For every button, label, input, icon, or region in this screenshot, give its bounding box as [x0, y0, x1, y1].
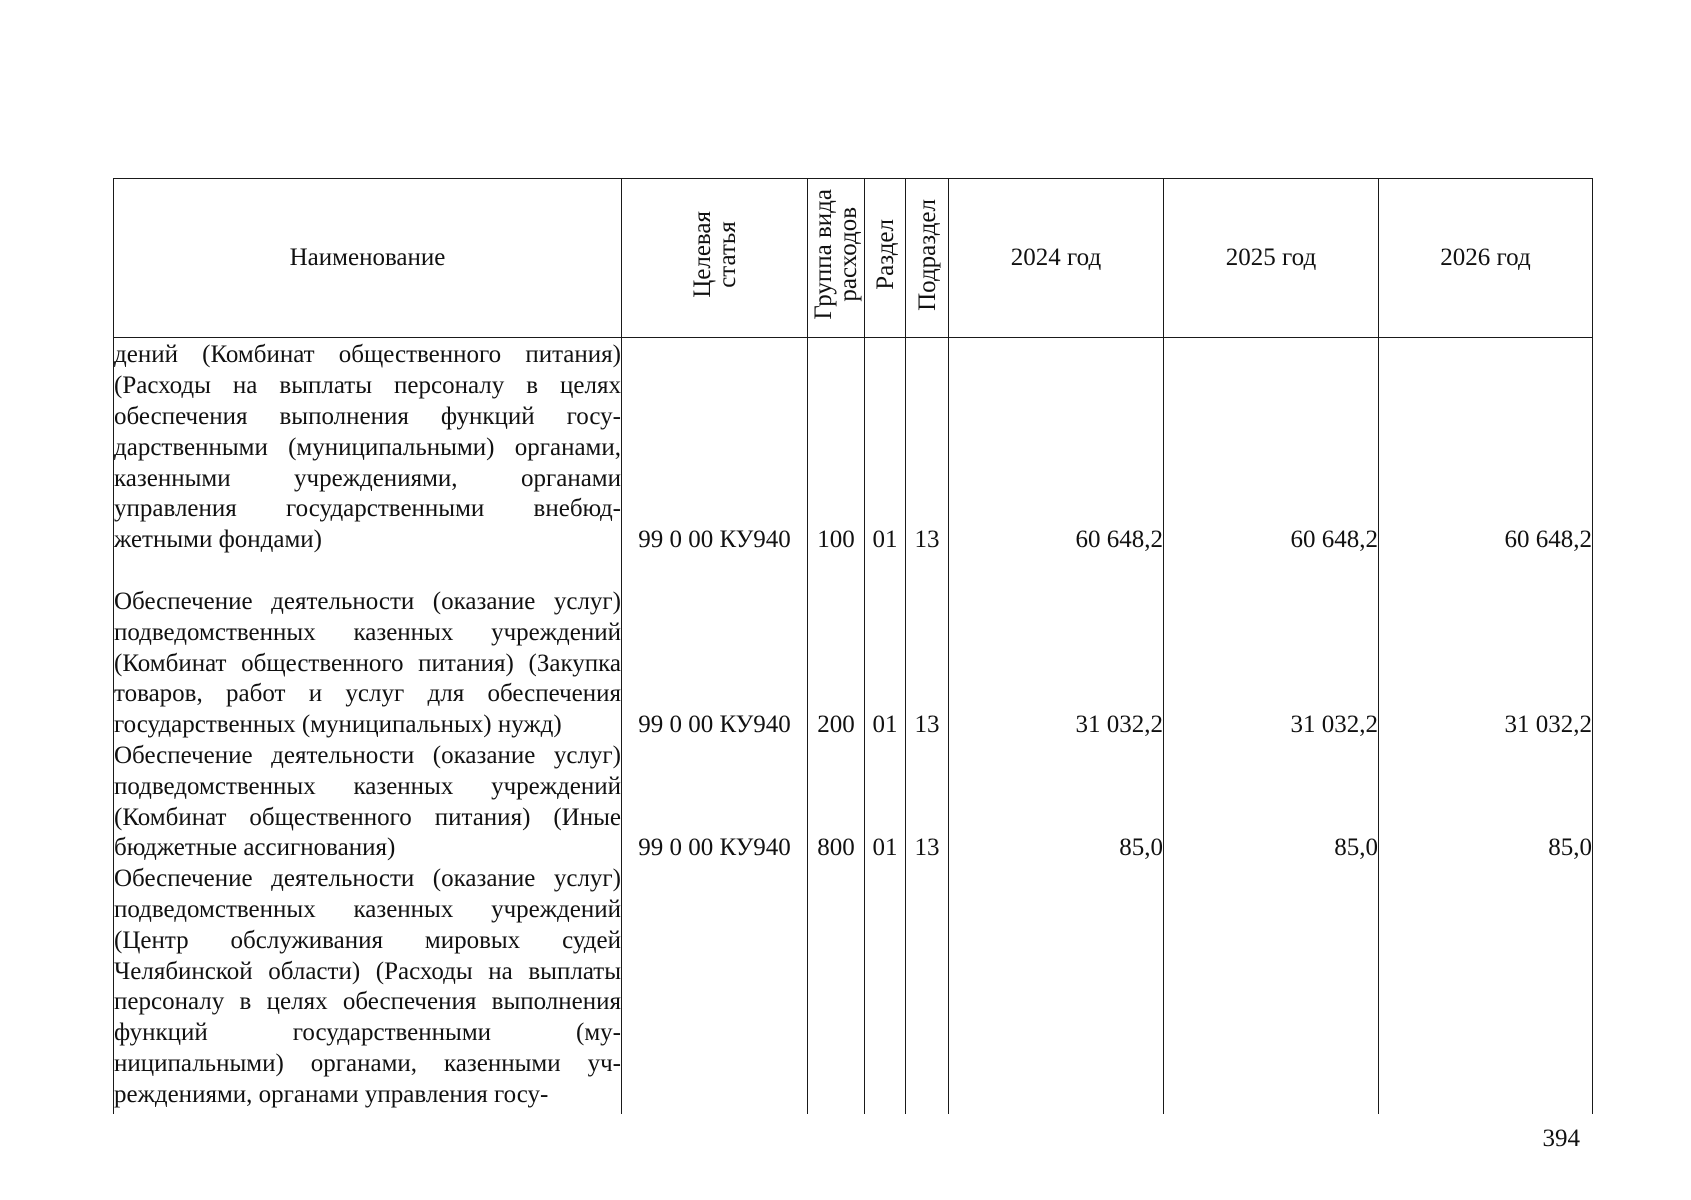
row-amount-2026: 60 648,2: [1379, 338, 1593, 557]
budget-table: [113, 178, 1593, 1114]
row-razdel: 01: [865, 741, 906, 864]
row-amount-2026: [1379, 864, 1593, 1114]
row-expense-group: [808, 864, 865, 1114]
row-razdel: 01: [865, 556, 906, 741]
table-row: [114, 864, 1593, 1114]
row-target-article: [622, 864, 808, 1114]
row-expense-group: 100: [808, 338, 865, 557]
row-podrazdel: 13: [906, 741, 949, 864]
row-amount-2025: 60 648,2: [1164, 338, 1379, 557]
header-expense-group-label: [811, 189, 861, 320]
header-year-2025: 2025 год: [1164, 179, 1379, 338]
header-razdel-label: Раздел: [871, 219, 899, 290]
header-podrazdel-label: Подраздел: [913, 198, 941, 311]
row-podrazdel: 13: [906, 556, 949, 741]
table-row: [114, 741, 1593, 864]
row-target-article: 99 0 00 КУ940: [622, 338, 808, 557]
header-name: [114, 179, 622, 338]
row-amount-2025: 85,0: [1164, 741, 1379, 864]
row-name: Обеспечение деятельности (оказание услуг) подведомственных казенных учреждений (Комбинат общественного питания) (Закупка товаров, работ и услуг для обеспечения государственных (муниципальных) нужд): [114, 556, 622, 741]
row-name: дений (Комбинат общественного питания) (Расходы на выплаты персоналу в целях обеспечения выполнения функций государственными (муниципальными) органами, казенными учреждениями, органами управления государственными внебюджетными фондами): [114, 338, 622, 557]
row-amount-2026: 31 032,2: [1379, 556, 1593, 741]
header-target-article: [622, 179, 808, 338]
header-target-line-2: статья: [713, 221, 741, 288]
row-podrazdel: [906, 864, 949, 1114]
row-target-article: 99 0 00 КУ940: [622, 741, 808, 864]
table-row: [114, 338, 1593, 557]
header-expense-group: [808, 179, 865, 338]
row-razdel: [865, 864, 906, 1114]
header-podrazdel: [906, 179, 949, 338]
row-expense-group: 800: [808, 741, 865, 864]
row-amount-2024: [949, 864, 1164, 1114]
row-target-article: 99 0 00 КУ940: [622, 556, 808, 741]
table-header-row: [114, 179, 1593, 338]
header-target-line-1: Целевая: [688, 211, 716, 298]
header-year-2024: 2024 год: [949, 179, 1164, 338]
header-group-line-2: расходов: [835, 207, 862, 302]
header-group-line-1: Группа вида: [810, 189, 837, 320]
page-number: 394: [1542, 1125, 1580, 1152]
row-amount-2024: 85,0: [949, 741, 1164, 864]
row-amount-2025: 31 032,2: [1164, 556, 1379, 741]
row-razdel: 01: [865, 338, 906, 557]
row-amount-2025: [1164, 864, 1379, 1114]
row-amount-2026: 85,0: [1379, 741, 1593, 864]
row-name: Обеспечение деятельности (оказание услуг) подведомственных казенных учреждений (Центр обслуживания мировых судей Челябинской области) (Расходы на выплаты персоналу в целях обеспечения выполнения функций государственными (муниципальными) органами, казенными учреждениями, органами управления госу-: [114, 864, 622, 1114]
table-row: [114, 556, 1593, 741]
header-name-label: Наименование: [289, 244, 446, 271]
row-name: Обеспечение деятельности (оказание услуг) подведомственных казенных учреждений (Комбинат общественного питания) (Иные бюджетные ассигнования): [114, 741, 622, 864]
header-year-2026: 2026 год: [1379, 179, 1593, 338]
header-target-article-label: [690, 211, 740, 298]
row-amount-2024: 31 032,2: [949, 556, 1164, 741]
row-amount-2024: 60 648,2: [949, 338, 1164, 557]
header-razdel: [865, 179, 906, 338]
row-expense-group: 200: [808, 556, 865, 741]
row-podrazdel: 13: [906, 338, 949, 557]
